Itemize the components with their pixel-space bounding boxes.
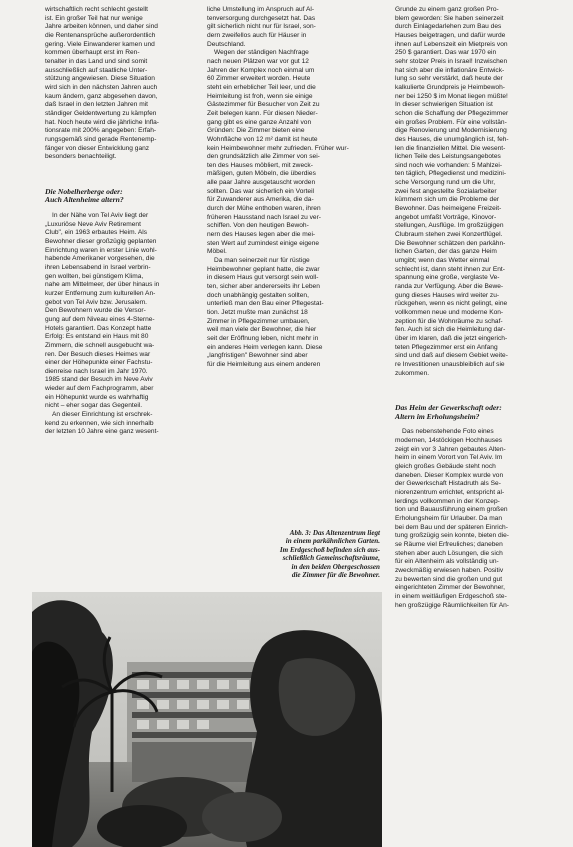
text-line: dienreise nach Israel im Jahr 1970. [45, 367, 148, 375]
text-line: blem geworden: Sie haben seinerzeit [395, 14, 504, 22]
text-line: 1985 stand der Besuch im Neve Aviv [45, 376, 153, 384]
building-garden-photo [32, 592, 382, 847]
text-line: Die Nobelherberge oder: [45, 186, 123, 196]
text-line: Die Bewohner schätzen den parkähn- [395, 239, 506, 247]
text-line: sche Versorgung rund um die Uhr, [395, 179, 496, 187]
text-line: Gästezimmer für Besucher von Zeit zu [207, 101, 320, 109]
text-line: Den Bewohnern wurde die Versor- [45, 307, 146, 315]
text-line: Erholungsheim für Urlauber. Da man [395, 514, 503, 522]
text-line: „Luxuriöse Neve Aviv Retirement [45, 220, 141, 228]
text-line: re Investitionen unausbleiblich auf sie [395, 360, 505, 368]
text-line: wieder auf dem Fachprogramm, aber [45, 385, 154, 393]
text-line: Zeit belegen kann. Für diesen Nieder- [207, 109, 318, 117]
text-line: Das Heim der Gewerkschaft oder: [395, 403, 502, 413]
text-line: gen wollten, bei günstigem Klima, [45, 272, 144, 280]
text-line: ein großes Problem. Für eine vollstän- [395, 118, 507, 126]
text-line: heim in einem Vorort von Tel Aviv. Im [395, 454, 503, 462]
text-line: wird sich in den nächsten Jahren auch [45, 83, 158, 91]
photo-graphic [32, 592, 382, 847]
text-line: teten Pflegezimmer erst ein Anfang [395, 343, 498, 351]
text-line: kaum ändern, ganz abgesehen davon, [45, 92, 158, 100]
text-line: eingerichteten Zimmer der Bewohner, [395, 584, 505, 592]
text-line: rückgehen, wenn es nicht gelingt, eine [395, 300, 508, 308]
text-line: in einem weitläufigen Erdgeschoß ste- [395, 592, 507, 600]
paragraph [207, 49, 380, 257]
text-line: der Gewerkschaft Histadruth als Se- [395, 480, 501, 488]
text-line: gung dieses Hauses wird weiter zu- [395, 291, 500, 299]
paragraph [45, 6, 200, 162]
text-line: Das nebenstehende Foto eines [402, 428, 494, 436]
text-line: einer der Höhepunkte einer Fachstu- [45, 359, 153, 367]
text-line: Club", ein 1963 erbautes Heim. Als [45, 229, 148, 237]
text-line: gilt sicherlich nicht nur für Israel, son- [207, 23, 316, 31]
text-line: doch unabhängig gestalten sollten, [207, 291, 309, 299]
text-line: Erfolg: Es entstand ein Haus mit 80 [45, 333, 149, 341]
text-line: fänger von dieser Entwicklung ganz [45, 144, 150, 152]
text-line: Bewohner dieser großzügig geplanten [45, 237, 157, 245]
text-line: sind noch wie vorhanden: 5 Mahlzei- [395, 161, 503, 169]
text-line: Grunde zu einem ganz großen Pro- [395, 6, 499, 13]
text-line: niorenzentrum errichtet, entspricht al- [395, 489, 505, 496]
section-heading [395, 404, 543, 421]
text-line: Deutschland. [207, 40, 246, 48]
text-line: stellungen, Ausflüge. Im großzügigen [395, 222, 504, 230]
text-line: habende Amerikaner vorgesehen, die [45, 255, 155, 263]
text-line: ner bei 1250 $ im Monat liegen müßte! [395, 92, 508, 100]
text-line: Zimmer in Pflegezimmer umbauen, [207, 317, 310, 325]
text-line: Abb. 3: Das Altenzentrum liegt [289, 529, 380, 537]
text-line: ten des Hauses möbliert, mit zweck- [207, 161, 313, 169]
text-line: für die Heimleitung aus einem anderen [207, 360, 321, 368]
text-line: früheren Hausstand nach Israel zu ver- [207, 213, 321, 221]
text-line: spannung eine große, verglaste Ve- [395, 274, 500, 282]
text-line: ihren Lebensabend in Israel verbrin- [45, 263, 151, 271]
text-line: ihnen auf Lebenszeit ein Mietpreis von [395, 40, 508, 48]
text-line: zwei fest angestellte Sozialarbeiter [395, 187, 497, 195]
text-line: unterließ man den Bau einer Pflegestat- [207, 300, 324, 308]
text-line: 250 $ garantiert. Das war 1970 ein [395, 49, 497, 57]
text-line: tionsrate mit 200% angegeben: Erfah- [45, 127, 157, 135]
text-line: kend zu erkennen, wie sich innerhalb [45, 419, 154, 427]
text-line: besonders benachteiligt. [45, 153, 117, 161]
text-line: kein Heimbewohner mehr zufrieden. Früher wur- [207, 144, 349, 152]
text-line: sehr stolzer Preis in Israel! Inzwischen [395, 57, 508, 65]
text-line: se Räume viel Erfreuliches; daneben [395, 540, 503, 548]
text-line: nach neuen Plätzen war vor gut 12 [207, 57, 309, 65]
text-line: hen großzügige Räumlichkeiten für An- [395, 601, 509, 609]
text-line: Gründen: Die Zimmer bieten eine [207, 127, 305, 135]
text-line: den grundsätzlich alle Zimmer von sei- [207, 153, 320, 161]
section-heading [45, 188, 200, 205]
text-line: Jahre arbeiten können, und daher sind [45, 23, 158, 31]
text-line: schiffen. Von den heutigen Bewoh- [207, 222, 309, 230]
text-line: weil man viele der Bewohner, die hier [207, 326, 317, 334]
text-line: steht ein erheblicher Teil leer, und die [207, 83, 316, 91]
text-line: ten, sicher aber andererseits ihr Leben [207, 283, 320, 290]
text-line: kümmern sich um die Probleme der [395, 196, 500, 204]
text-line: gung auf dem Niveau eines 4-Sterne- [45, 315, 155, 323]
text-line: schlecht ist, dann steht ihnen zur Ent- [395, 265, 505, 273]
text-line: lerdings vollkommen in der Konzep- [395, 497, 500, 505]
text-line: wirtschaftlich recht schlecht gestellt [45, 6, 148, 13]
text-line: Einrichtung waren in erster Linie wohl- [45, 246, 157, 254]
text-line: kommen überhaupt erst im Ren- [45, 49, 140, 57]
text-line: lung so sehr verstärkt, daß heute der [395, 75, 503, 83]
text-line: kurzer Entfernung zum kulturellen An- [45, 289, 156, 297]
paragraph [45, 411, 200, 437]
text-line: stehen aber auch Lösungen, die sich [395, 549, 503, 557]
text-line: Zimmern, die schnell ausgebucht wa- [45, 341, 155, 349]
text-line: ein anderes Heim verlegen kann. Diese [207, 343, 323, 351]
text-line: Heimbewohner geplant hatte, die zwar [207, 265, 320, 273]
text-line: randa zur Verfügung. Aber die Bewe- [395, 283, 504, 290]
text-line: Bewohner. Das heimeigene Freizeit- [395, 205, 502, 213]
text-line: der letzten 10 Jahre eine ganz wesent- [45, 428, 159, 436]
text-line: die Zimmer für die Bewohner. [291, 571, 380, 580]
text-line: Altern im Erholungsheim? [395, 411, 480, 421]
text-line: Hotels garantiert. Das Konzept hatte [45, 324, 152, 332]
text-line: zukommen. [395, 369, 430, 377]
text-line: zeigt ein vor 3 Jahren gebautes Alten- [395, 445, 506, 453]
text-line: gering. Viele Einwanderer kamen und [45, 40, 155, 48]
text-line: angebot umfaßt Vorträge, Kinovor- [395, 213, 497, 221]
paragraph [207, 257, 380, 370]
text-line: len die finanziellen Mittel. Die wesent- [395, 144, 506, 152]
article-column-3 [395, 6, 543, 610]
paragraph [45, 212, 200, 411]
text-line: liche Umstellung im Anspruch auf Al- [207, 6, 315, 13]
text-line: in einem parkähnlichen Garten. [285, 537, 380, 546]
text-line: tenalter in das Land und sind somit [45, 57, 148, 65]
text-line: Da man seinerzeit nur für rüstige [214, 257, 310, 265]
figure-caption [207, 529, 380, 579]
text-line: ren. Der Besuch dieses Heimes war [45, 350, 151, 358]
text-line: nahe am Mittelmeer, der über hinaus in [45, 281, 160, 289]
text-line: tion und Bauausführung einem großen [395, 506, 508, 514]
text-line: durch der Mühe enthoben waren, ihren [207, 205, 321, 213]
text-line: sind und daß auf diesem Gebiet weite- [395, 352, 508, 360]
text-line: Clubraum stehen zwei Konzertflügel. [395, 231, 503, 239]
text-line: hat. Noch heute wird die jährliche Infla- [45, 118, 159, 126]
text-line: nern des Hauses legen aber die mei- [207, 231, 316, 239]
text-line: mäßigen, guten Möbeln, die überdies [207, 170, 316, 178]
text-line: alle paar Jahre ausgetauscht worden [207, 179, 316, 187]
text-line: vollkommen neue und moderne Kon- [395, 308, 504, 316]
text-line: ein Höhepunkt wurde es wahrhaftig [45, 393, 149, 401]
text-line: In dieser schwierigen Situation ist [395, 101, 493, 109]
text-line: gang gibt es eine ganze Anzahl von [207, 118, 312, 126]
text-line: stützung angewiesen. Diese Situation [45, 75, 155, 83]
text-line: ständiger Geldentwertung zu kämpfen [45, 109, 157, 117]
text-line: zeption für die Wohnräume zu schaf- [395, 317, 503, 325]
article-column-1 [45, 6, 200, 437]
text-line: Wohnfläche von 12 m² damit ist heute [207, 135, 318, 143]
text-line: durch Einlagedarlehen zum Bau des [395, 23, 502, 31]
text-line: tenversorgung durchgesetzt hat. Das [207, 14, 316, 22]
text-line: des Hauses, die unumgänglich ist, feh- [395, 135, 509, 143]
text-line: Hauses beigetragen, und dafür wurde [395, 31, 506, 39]
paragraph [207, 6, 380, 49]
text-line: Wegen der ständigen Nachfrage [214, 49, 309, 57]
text-line: lichen Garten, der das ganze Heim [395, 248, 497, 256]
text-line: „langfristigen" Bewohner sind aber [207, 352, 308, 360]
text-line: rungsgemäß sind gerade Rentenemp- [45, 135, 157, 143]
text-line: dige Renovierung und Modernisierung [395, 127, 507, 135]
paragraph [395, 6, 543, 378]
text-line: ist. Ein großer Teil hat nur wenige [45, 14, 143, 22]
text-line: Im Erdgeschoß befinden sich aus- [279, 545, 380, 554]
text-line: schließlich Gemeinschaftsräume, [282, 554, 380, 563]
text-line: Möbel. [207, 248, 227, 256]
text-line: daneben. Dieser Komplex wurde von [395, 471, 504, 479]
text-line: nicht – eher sogar das Gegenteil. [45, 402, 143, 410]
text-line: gleich großes Gebäude steht noch [395, 463, 496, 471]
text-line: In der Nähe von Tel Aviv liegt der [52, 212, 149, 219]
text-line: hat sich aber die inflationäre Entwick- [395, 66, 505, 74]
text-line: zu bewerten sind die großen und gut [395, 575, 503, 583]
text-line: daß Israel in den letzten Jahren mit [45, 101, 148, 109]
text-line: tung großzügig sein konnte, bieten die- [395, 532, 509, 540]
text-line: schon die Schaffung der Pflegezimmer [395, 109, 509, 117]
text-line: sten Wert auf zumindest einige eigene [207, 239, 320, 247]
text-line: dern zweifellos auch für Häuser in [207, 31, 307, 39]
text-line: Jahren der Komplex noch einmal um [207, 66, 315, 74]
text-line: gebot von Tel Aviv bzw. Jerusalem. [45, 298, 148, 306]
text-line: Auch Altenheime altern? [45, 195, 124, 205]
text-line: kalkulierte Grundpreis je Heimbewoh- [395, 83, 505, 91]
text-line: ten täglich, Pflegedienst und medizini- [395, 170, 507, 178]
text-line: umgibt; wenn das Wetter einmal [395, 257, 490, 265]
text-line: seit der Eröffnung leben, nicht mehr in [207, 334, 319, 342]
text-line: für ein Altenheim als vollständig un- [395, 558, 499, 566]
text-line: in diesem Haus gut versorgt sein woll- [207, 274, 319, 282]
text-line: zweckmäßig erwiesen haben. Positiv [395, 566, 504, 574]
text-line: An dieser Einrichtung ist erschrek- [52, 411, 153, 419]
text-line: modernen, 14stöckigen Hochhauses [395, 437, 503, 445]
text-line: bei dem Bau und der späteren Einrich- [395, 523, 508, 531]
text-line: ausschließlich auf staatliche Unter- [45, 66, 148, 74]
text-line: tion. Jetzt mußte man zunächst 18 [207, 308, 308, 316]
text-line: sollten. Das war sicherlich ein Vorteil [207, 187, 315, 195]
paragraph [395, 428, 543, 610]
text-line: über im klaren, daß die jetzt eingerich- [395, 334, 508, 342]
text-line: fen. Auch ist sich die Heimleitung dar- [395, 326, 506, 334]
text-line: Heimleitung ist froh, wenn sie einige [207, 92, 313, 100]
text-line: für Zuwanderer aus Amerika, die da- [207, 196, 314, 204]
article-column-2 [207, 6, 380, 370]
text-line: die Rentenansprüche außerordentlich [45, 31, 156, 39]
text-line: 60 Zimmer erweitert worden. Heute [207, 75, 311, 83]
text-line: in den beiden Obergeschossen [291, 562, 380, 571]
text-line: lichen Teile des Leistungsangebotes [395, 153, 501, 161]
